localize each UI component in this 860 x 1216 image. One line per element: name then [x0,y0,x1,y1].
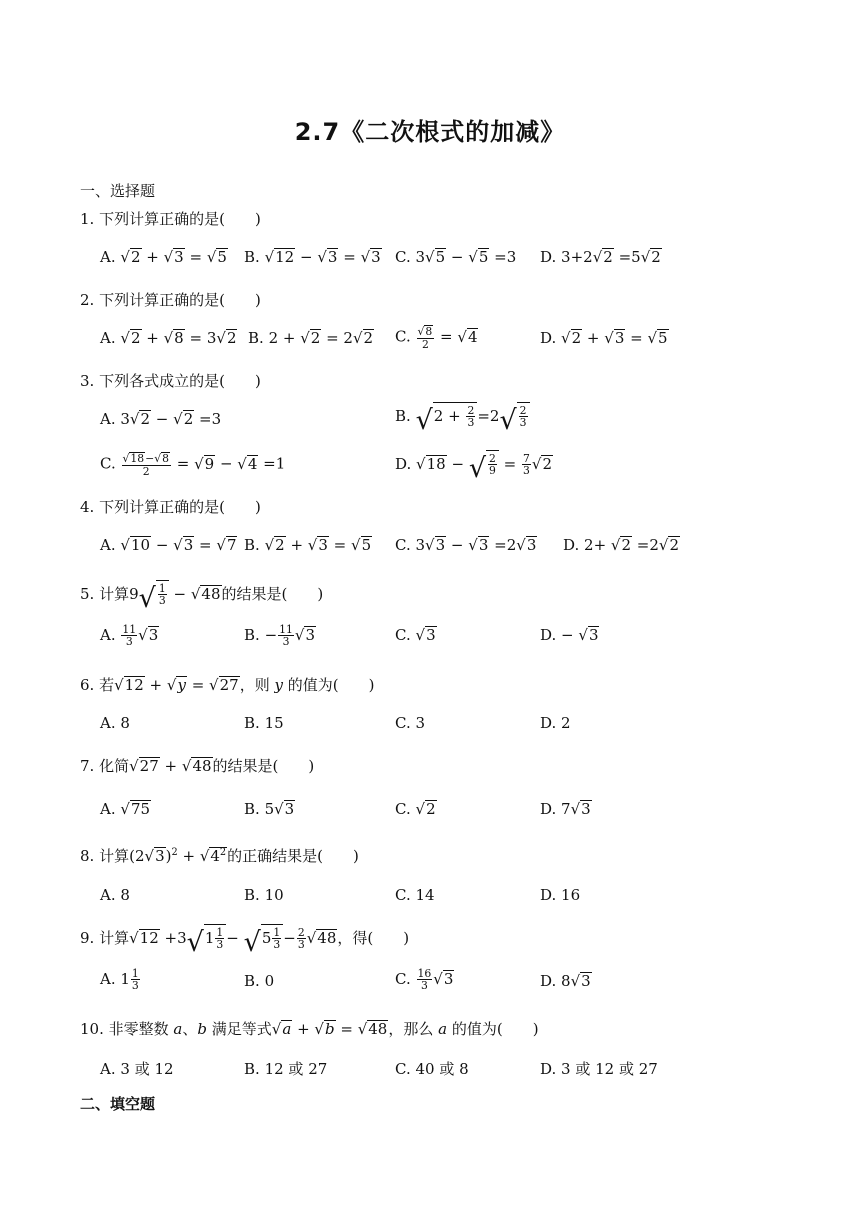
q5-option-d: D. − √3 [540,626,599,644]
question-3: 3. 下列各式成立的是( ) [80,372,261,390]
q1-option-d: D. 3+2√2 =5√2 [540,248,661,266]
q1-option-a: A. √2 + √3 = √5 [100,248,227,266]
q7-option-b: B. 5√3 [244,800,295,818]
q8-option-d: D. 16 [540,886,581,904]
q8-option-c: C. 14 [395,886,435,904]
question-8: 8. 计算$(2√3)^2 + √4^2$的正确结果是( ) [80,847,359,865]
section-heading-fill-in: 二、填空题 [80,1095,156,1113]
q9-option-b: B. 0 [244,972,275,990]
q5-option-a: A. $\frac{11}{3}$ √3 [100,623,159,649]
q4-option-d: D. 2+ √2 =2√2 [563,536,680,554]
q6-option-b: B. 15 [244,714,284,732]
q9-option-a: A. 1 $\frac{1}{3}$ [100,967,139,993]
q5-option-c: C. √3 [395,626,436,644]
q4-option-c: C. 3√3 − √3 =2√3 [395,536,537,554]
q10-option-d: D. 3 或 12 或 27 [540,1060,658,1078]
q2-option-c: C. $\frac{√8}{2}$ = √4 [395,325,478,351]
q8-option-a: A. 8 [100,886,130,904]
q1-option-b: B. √12 − √3 = √3 [244,248,381,266]
q1-option-c: C. 3√5 − √5 =3 [395,248,517,266]
question-1: 1. 下列计算正确的是( ) [80,210,261,228]
q9-option-d: D. 8√3 [540,972,591,990]
question-5: 5. 计算9√ $\frac{1}{3}$ − √48的结果是( ) [80,582,324,614]
q4-option-b: B. √2 + √3 = √5 [244,536,372,554]
q10-option-b: B. 12 或 27 [244,1060,328,1078]
q7-option-d: D. 7√3 [540,800,591,818]
page-title: 2.7《二次根式的加减》 [294,118,566,146]
q3-option-b: B. √2 + $\frac{2}{3}$ =2√ $\frac{2}{3}$ [395,402,530,436]
section-heading-choice: 一、选择题 [80,182,156,200]
q5-option-b: B. − $\frac{11}{3}$ √3 [244,623,315,649]
q3-option-a: A. 3√2 − √2 =3 [100,410,222,428]
question-10: 10. 非零整数 a、b 满足等式√a + √b = √48，那么 a 的值为( ) [80,1020,539,1038]
question-6: 6. 若√12 + √y = √27，则 y 的值为( ) [80,676,375,694]
q8-option-b: B. 10 [244,886,284,904]
q3-option-d: D. √18 − √ $\frac{2}{9}$ = $\frac{7}{3}$ √2 [395,452,552,484]
q6-option-c: C. 3 [395,714,426,732]
q7-option-a: A. √75 [100,800,151,818]
q4-option-a: A. √10 − √3 = √7 [100,536,237,554]
q2-option-a: A. √2 + √8 = 3√2 [100,329,237,347]
q10-option-c: C. 40 或 8 [395,1060,469,1078]
question-4: 4. 下列计算正确的是( ) [80,498,261,516]
question-7: 7. 化简√27 + √48的结果是( ) [80,757,315,775]
q9-option-c: C. $\frac{16}{3}$ √3 [395,967,454,993]
q6-option-a: A. 8 [100,714,130,732]
q7-option-c: C. √2 [395,800,436,818]
q3-option-c: C. $\frac{√18-√8}{2}$ = √9 − √4 =1 [100,452,286,478]
q2-option-b: B. 2 + √2 = 2√2 [248,329,374,347]
q2-option-d: D. √2 + √3 = √5 [540,329,668,347]
question-2: 2. 下列计算正确的是( ) [80,291,261,309]
q10-option-a: A. 3 或 12 [100,1060,174,1078]
q6-option-d: D. 2 [540,714,571,732]
question-9: 9. 计算√12 +3√1 $\frac{1}{3}$ − √5 $\frac{1}{3}$ − $\frac{2}{3}$ √48，得( ) [80,926,410,958]
